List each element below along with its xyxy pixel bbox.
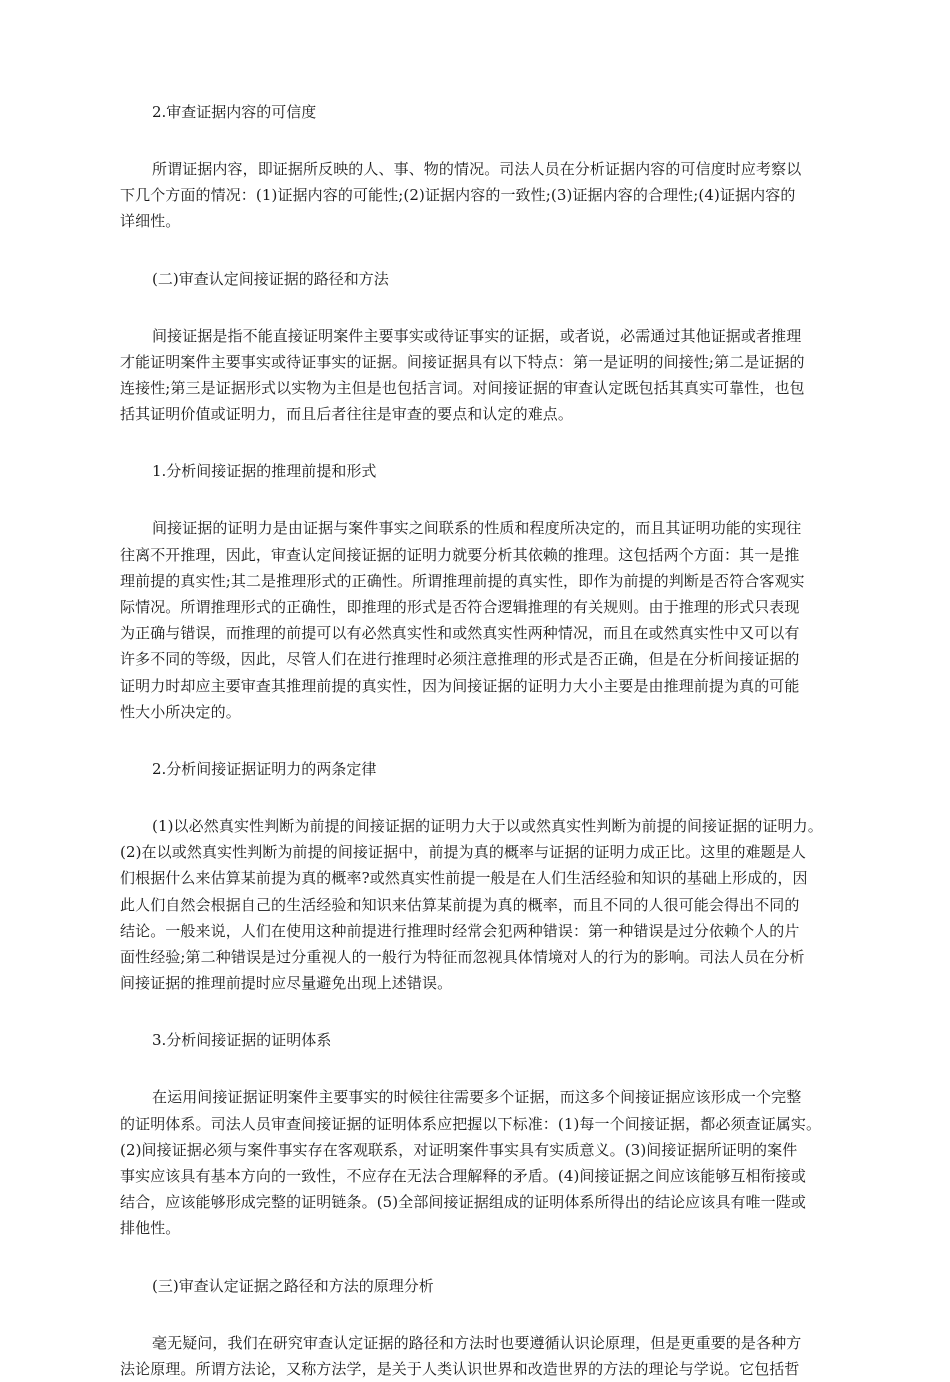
paragraph-gap (120, 292, 860, 323)
body-paragraph (120, 1084, 860, 1241)
body-paragraph (120, 323, 860, 428)
body-paragraph (120, 1330, 860, 1382)
paragraph-gap (120, 235, 860, 266)
paragraph-line: 事实应该具有基本方向的一致性，不应存在无法合理解释的矛盾。(4)间接证据之间应该能够互相衔接或 (120, 1167, 806, 1186)
paragraph-line: 理前提的真实性;其二是推理形式的正确性。所谓推理前提的真实性，即作为前提的判断是否符合客观实 (120, 571, 805, 590)
paragraph-line: 毫无疑问，我们在研究审查认定证据的路径和方法时也要遵循认识论原理，但是更重要的是各种方 (152, 1333, 802, 1352)
paragraph-line: 的证明体系。司法人员审查间接证据的证明体系应把握以下标准：(1)每一个间接证据，都必须查证属实。 (120, 1114, 822, 1133)
paragraph-line: 面性经验;第二种错误是过分重视人的一般行为特征而忽视具体情境对人的行为的影响。司法人员在分析 (120, 948, 805, 967)
paragraph-line: 际情况。所谓推理形式的正确性，即推理的形式是否符合逻辑推理的有关规则。由于推理的形式只表现 (120, 598, 800, 617)
paragraph-line: 在运用间接证据证明案件主要事实的时候往往需要多个证据，而这多个间接证据应该形成一个完整 (152, 1088, 802, 1107)
section-heading: (三)审查认定证据之路径和方法的原理分析 (152, 1276, 434, 1295)
paragraph-line: 法论原理。所谓方法论，又称方法学，是关于人类认识世界和改造世界的方法的理论与学说。它包括哲 (120, 1359, 800, 1378)
document-body (120, 99, 860, 1382)
paragraph-gap (120, 782, 860, 813)
paragraph-gap (120, 125, 860, 156)
paragraph-line: (1)以必然真实性判断为前提的间接证据的证明力大于以或然真实性判断为前提的间接证据的证明力。 (152, 817, 823, 836)
section-heading: (二)审查认定间接证据的路径和方法 (152, 269, 389, 288)
paragraph-line: (2)在以或然真实性判断为前提的间接证据中，前提为真的概率与证据的证明力成正比。这里的难题是人 (120, 843, 806, 862)
section-heading: 2.审查证据内容的可信度 (152, 103, 317, 121)
paragraph-line: 往离不开推理，因此，审查认定间接证据的证明力就要分析其依赖的推理。这包括两个方面：其一是推 (120, 545, 800, 564)
paragraph-line: 下几个方面的情况：(1)证据内容的可能性;(2)证据内容的一致性;(3)证据内容的合理性;(4)证据内容的 (120, 186, 796, 205)
paragraph-line: 结合，应该能够形成完整的证明链条。(5)全部间接证据组成的证明体系所得出的结论应该具有唯一陛或 (120, 1193, 806, 1212)
paragraph-line: 许多不同的等级，因此，尽管人们在进行推理时必须注意推理的形式是否正确，但是在分析间接证据的 (120, 650, 800, 669)
paragraph-gap (120, 1299, 860, 1330)
paragraph-line: 才能证明案件主要事实或待证事实的证据。间接证据具有以下特点：第一是证明的间接性;第二是证据的 (120, 352, 805, 371)
paragraph-gap (120, 427, 860, 458)
paragraph-gap (120, 484, 860, 515)
paragraph-line: 间接证据的证明力是由证据与案件事实之间联系的性质和程度所决定的，而且其证明功能的实现往 (152, 519, 802, 538)
paragraph-line: 间接证据是指不能直接证明案件主要事实或待证事实的证据，或者说，必需通过其他证据或者推理 (152, 326, 802, 345)
paragraph-line: 结论。一般来说，人们在使用这种前提进行推理时经常会犯两种错误：第一种错误是过分依赖个人的片 (120, 921, 800, 940)
paragraph-line: 此人们自然会根据自己的生活经验和知识来估算某前提为真的概率，而且不同的人很可能会得出不同的 (120, 895, 800, 914)
paragraph-line: 括其证明价值或证明力，而且后者往往是审查的要点和认定的难点。 (120, 405, 574, 424)
body-paragraph (120, 156, 860, 235)
paragraph-line: 性大小所决定的。 (120, 702, 241, 721)
body-paragraph (120, 813, 860, 996)
paragraph-line: 证明力时却应主要审查其推理前提的真实性，因为间接证据的证明力大小主要是由推理前提为真的可能 (120, 676, 800, 695)
paragraph-line: 们根据什么来估算某前提为真的概率?或然真实性前提一般是在人们生活经验和知识的基础上形成的，因 (120, 869, 808, 888)
paragraph-gap (120, 1053, 860, 1084)
paragraph-line: 排他性。 (120, 1219, 181, 1238)
body-paragraph (120, 515, 860, 725)
paragraph-gap (120, 1242, 860, 1273)
paragraph-line: (2)间接证据必须与案件事实存在客观联系，对证明案件事实具有实质意义。(3)间接证据所证明的案件 (120, 1140, 798, 1159)
paragraph-line: 连接性;第三是证据形式以实物为主但是也包括言词。对间接证据的审查认定既包括其真实可靠性，也包 (120, 379, 805, 398)
paragraph-line: 所谓证据内容，即证据所反映的人、事、物的情况。司法人员在分析证据内容的可信度时应考察以 (152, 160, 802, 178)
section-heading: 1.分析间接证据的推理前提和形式 (152, 462, 377, 481)
paragraph-line: 为正确与错误，而推理的前提可以有必然真实性和或然真实性两种情况，而且在或然真实性中又可以有 (120, 624, 800, 643)
paragraph-gap (120, 725, 860, 756)
section-heading: 2.分析间接证据证明力的两条定律 (152, 760, 377, 779)
section-heading: 3.分析间接证据的证明体系 (152, 1031, 332, 1050)
paragraph-line: 详细性。 (120, 212, 181, 231)
paragraph-gap (120, 996, 860, 1027)
paragraph-line: 间接证据的推理前提时应尽量避免出现上述错误。 (120, 974, 453, 993)
